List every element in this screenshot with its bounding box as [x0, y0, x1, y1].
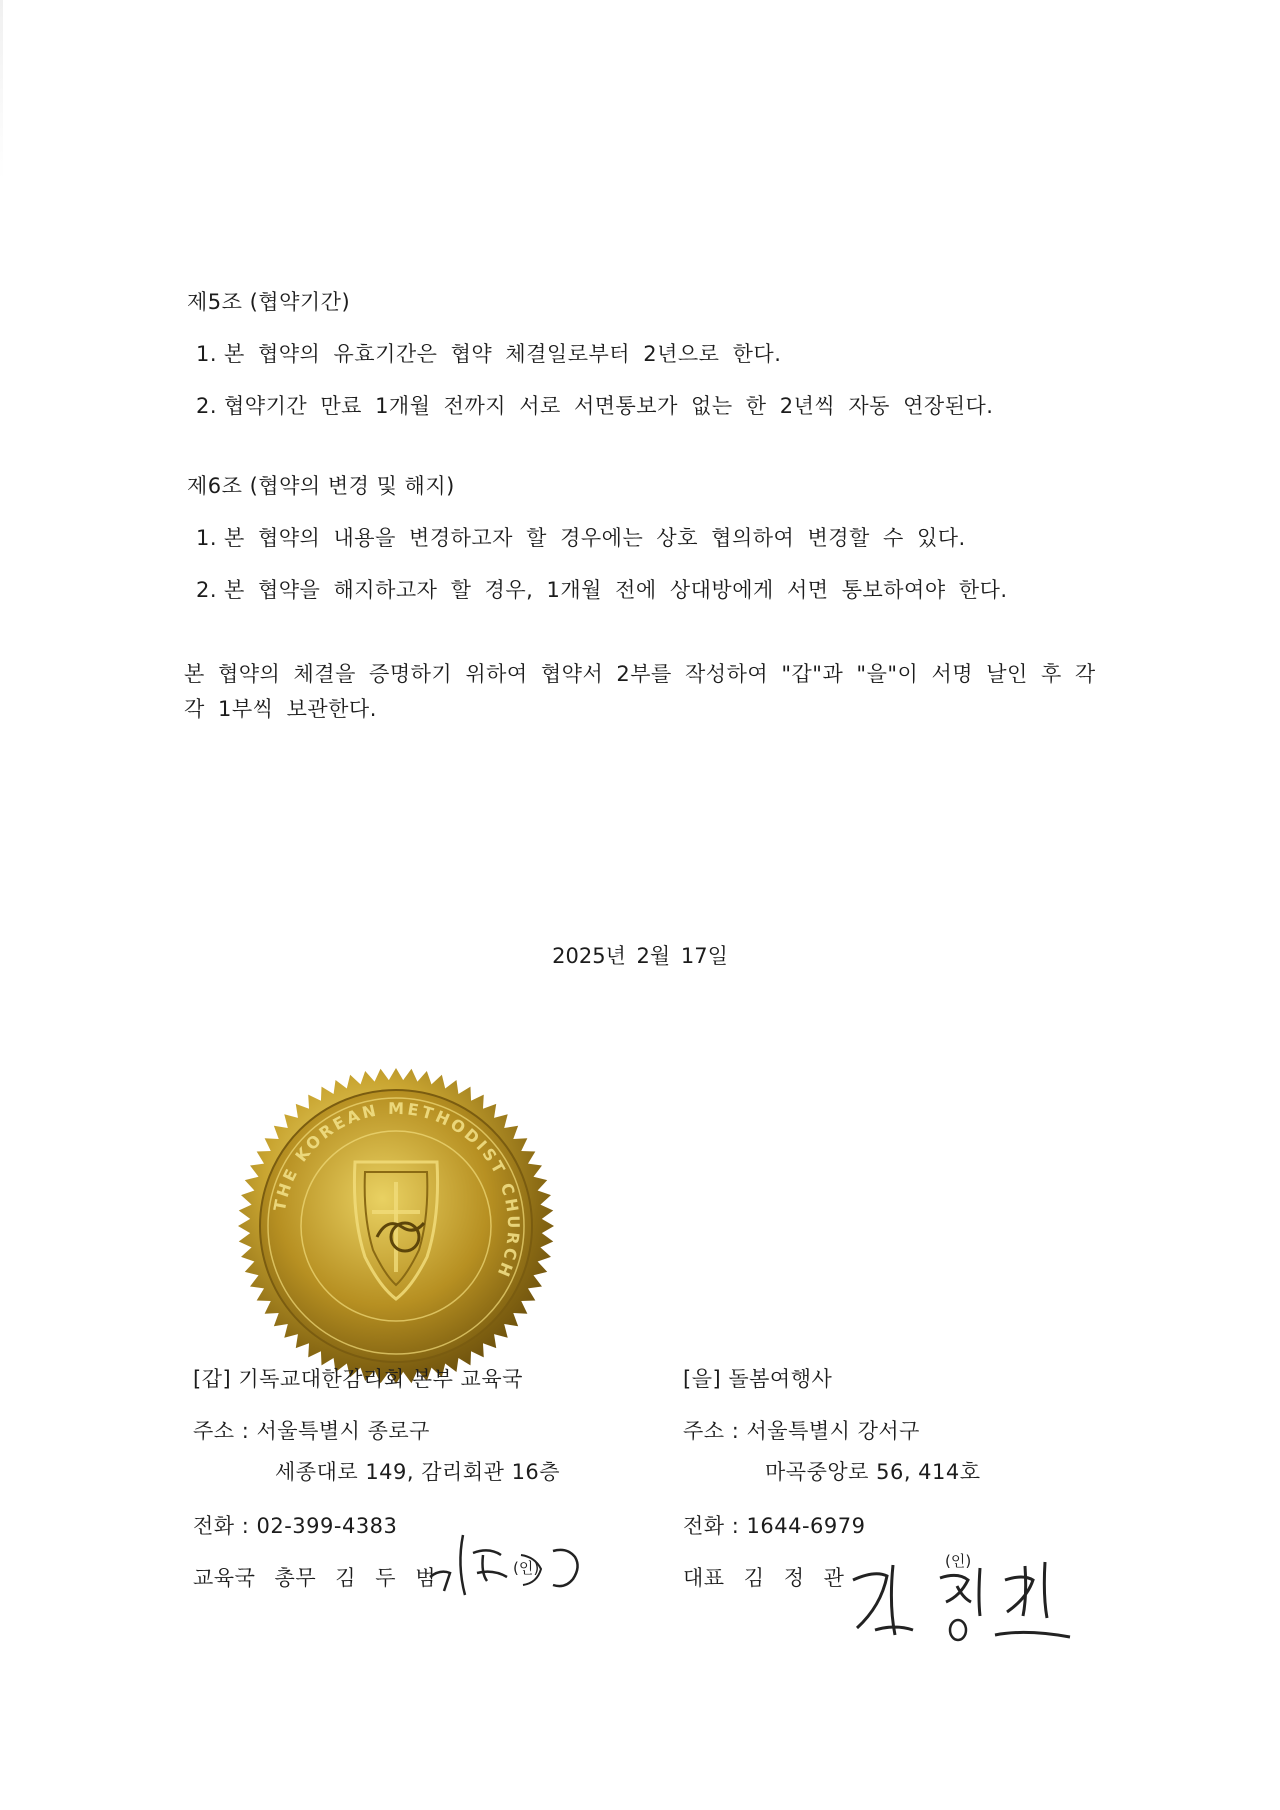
article5-item-1: [196, 338, 781, 368]
article5-item-1-num: 1.: [196, 342, 218, 366]
party-a-representative: 교육국 총무 김 두 범: [193, 1566, 436, 1590]
article5-item-2-text: 협약기간 만료 1개월 전까지 서로 서면통보가 없는 한 2년씩 자동 연장된다.: [224, 394, 994, 418]
article5-item-2: [196, 390, 993, 420]
article6-item-2-text: 본 협약을 해지하고자 할 경우, 1개월 전에 상대방에게 서면 통보하여야 한다.: [224, 578, 1008, 602]
article6-item-2: [196, 574, 1008, 604]
svg-text:(인): (인): [513, 1559, 540, 1577]
article6-item-1-num: 1.: [196, 526, 218, 550]
party-a-heading: [갑] 기독교대한감리회 본부 교육국: [193, 1367, 523, 1391]
article6-item-1: [196, 522, 966, 552]
party-b-representative: 대표 김 정 관: [683, 1566, 845, 1590]
article5-title: 제5조 (협약기간): [187, 290, 351, 314]
gold-foil-seal-icon: [237, 1067, 555, 1385]
party-b-address-line2: 마곡중앙로 56, 414호: [765, 1460, 981, 1484]
closing-statement: 본 협약의 체결을 증명하기 위하여 협약서 2부를 작성하여 "갑"과 "을"이 서명 날인 후 각각 1부씩 보관한다.: [184, 662, 1096, 721]
party-b-heading: [을] 돌봄여행사: [683, 1367, 833, 1391]
signing-date: 2025년 2월 17일: [552, 944, 728, 968]
seal-ring-text: THE KOREAN METHODIST CHURCH: [269, 1098, 524, 1282]
party-a-phone: 전화 : 02-399-4383: [193, 1514, 398, 1538]
party-a-address-line2: 세종대로 149, 감리회관 16층: [275, 1460, 561, 1484]
party-b-address: 주소 : 서울특별시 강서구: [683, 1419, 920, 1443]
party-b-phone: 전화 : 1644-6979: [683, 1514, 866, 1538]
article5-item-2-num: 2.: [196, 394, 218, 418]
svg-text:(인): (인): [945, 1552, 972, 1570]
article5-item-1-text: 본 협약의 유효기간은 협약 체결일로부터 2년으로 한다.: [224, 342, 782, 366]
party-b-signature: [845, 1540, 1080, 1655]
article6-title: 제6조 (협약의 변경 및 해지): [187, 474, 455, 498]
article6-item-2-num: 2.: [196, 578, 218, 602]
party-a-address: 주소 : 서울특별시 종로구: [193, 1419, 430, 1443]
party-a-signature: [425, 1515, 600, 1605]
article6-item-1-text: 본 협약의 내용을 변경하고자 할 경우에는 상호 협의하여 변경할 수 있다.: [224, 526, 966, 550]
